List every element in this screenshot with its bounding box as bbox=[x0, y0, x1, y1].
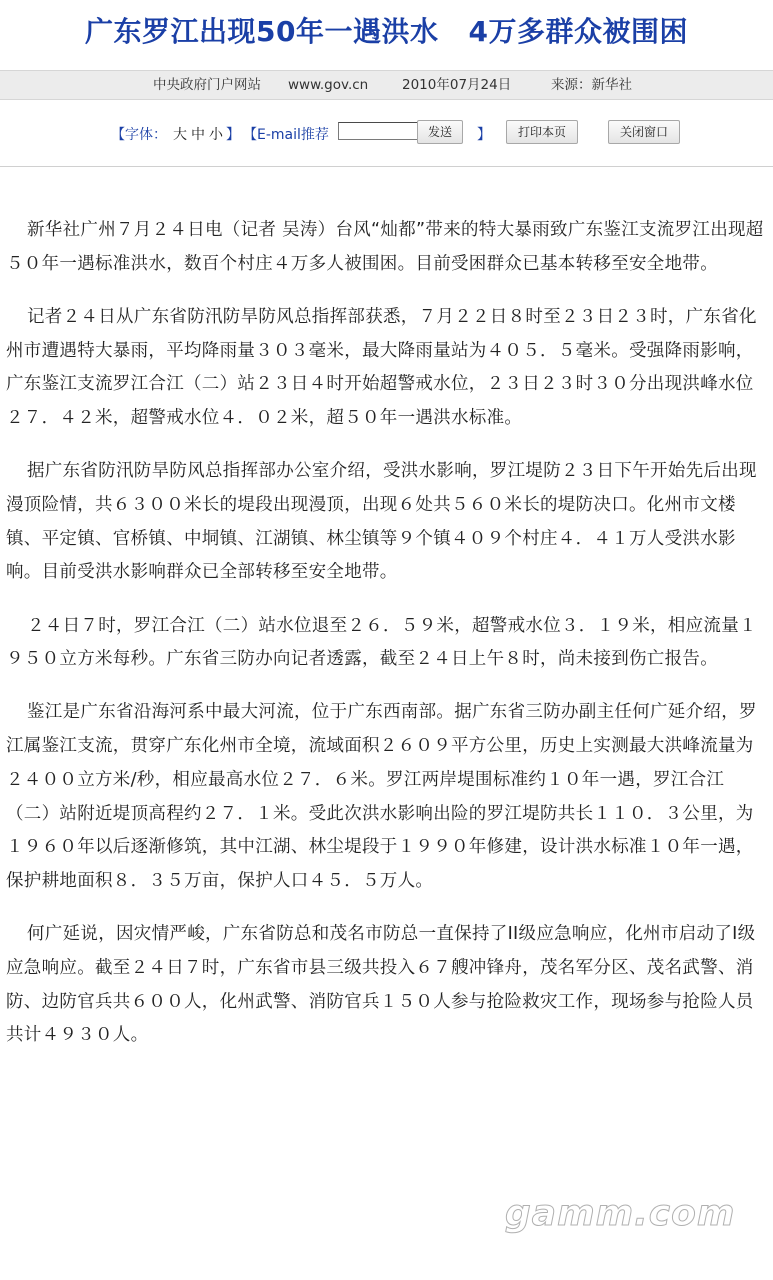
font-size-bracket: 】 bbox=[226, 127, 240, 143]
meta-publish-date: 2010年07月24日 bbox=[402, 77, 512, 93]
page-title-main: 广东罗江出现50年一遇洪水 bbox=[85, 15, 439, 48]
article-body bbox=[6, 214, 766, 1072]
meta-site-name: 中央政府门户网站 bbox=[153, 77, 261, 93]
page-title-sub: 4万多群众被围困 bbox=[468, 15, 688, 48]
close-window-button[interactable]: 关闭窗口 bbox=[608, 120, 680, 144]
font-size-large-link[interactable]: 大 bbox=[173, 127, 187, 143]
print-page-button[interactable]: 打印本页 bbox=[506, 120, 578, 144]
article-paragraph: ２４日７时，罗江合江（二）站水位退至２６．５９米，超警戒水位３．１９米，相应流量１９５０立方米每秒。广东省三防办向记者透露，截至２４日上午８时，尚未接到伤亡报告。 bbox=[6, 615, 757, 670]
page-title bbox=[0, 12, 773, 52]
email-input[interactable] bbox=[338, 122, 418, 140]
font-size-medium-link[interactable]: 中 bbox=[191, 127, 205, 143]
article-paragraph: 何广延说，因灾情严峻，广东省防总和茂名市防总一直保持了II级应急响应，化州市启动了I级应急响应。截至２４日７时，广东省市县三级共投入６７艘冲锋舟，茂名军分区、茂名武警、消防、边防官兵共６００人，化州武警、消防官兵１５０人参与抢险救灾工作，现场参与抢险人员共计４９３０人。 bbox=[6, 924, 756, 1046]
article-toolbar bbox=[0, 118, 773, 148]
article-meta-bar bbox=[0, 70, 773, 100]
article-paragraph: 鉴江是广东省沿海河系中最大河流，位于广东西南部。据广东省三防办副主任何广延介绍，罗江属鉴江支流，贯穿广东化州市全境，流域面积２６０９平方公里，历史上实测最大洪峰流量为２４００立方米/秒，相应最高水位２７．６米。罗江两岸堤围标准约１０年一遇，罗江合江（二）站附近堤顶高程约２７．１米。受此次洪水影响出险的罗江堤防共长１１０．３公里，为１９６０年以后逐渐修筑，其中江湖、林尘堤段于１９９０年修建，设计洪水标准１０年一遇，保护耕地面积８．３５万亩，保护人口４５．５万人。 bbox=[6, 702, 757, 891]
email-bracket: 】 bbox=[477, 127, 491, 143]
meta-source: 来源：新华社 bbox=[551, 77, 632, 93]
article-paragraph: 据广东省防汛防旱防风总指挥部办公室介绍，受洪水影响，罗江堤防２３日下午开始先后出现漫顶险情，共６３００米长的堤段出现漫顶，出现６处共５６０米长的堤防决口。化州市文楼镇、平定镇、官桥镇、中垌镇、江湖镇、林尘镇等９个镇４０９个村庄４．４１万人受洪水影响。目前受洪水影响群众已全部转移至安全地带。 bbox=[6, 461, 757, 583]
article-paragraph: 记者２４日从广东省防汛防旱防风总指挥部获悉，７月２２日８时至２３日２３时，广东省化州市遭遇特大暴雨，平均降雨量３０３毫米，最大降雨量站为４０５．５毫米。受强降雨影响，广东鉴江支流罗江合江（二）站２３日４时开始超警戒水位，２３日２３时３０分出现洪峰水位２７．４２米，超警戒水位４．０２米，超５０年一遇洪水标准。 bbox=[6, 306, 757, 429]
send-button[interactable]: 发送 bbox=[417, 120, 463, 144]
font-size-label: 【字体： bbox=[111, 127, 167, 143]
header-divider bbox=[0, 166, 773, 167]
email-recommend-label: 【E-mail推荐 bbox=[243, 127, 329, 143]
meta-site-url: www.gov.cn bbox=[288, 77, 369, 93]
font-size-small-link[interactable]: 小 bbox=[209, 127, 223, 143]
article-paragraph: 新华社广州７月２４日电（记者 吴涛）台风“灿都”带来的特大暴雨致广东鉴江支流罗江出现超５０年一遇标准洪水，数百个村庄４万多人被围困。目前受困群众已基本转移至安全地带。 bbox=[6, 220, 764, 274]
site-watermark: gamm.com bbox=[505, 1193, 736, 1234]
